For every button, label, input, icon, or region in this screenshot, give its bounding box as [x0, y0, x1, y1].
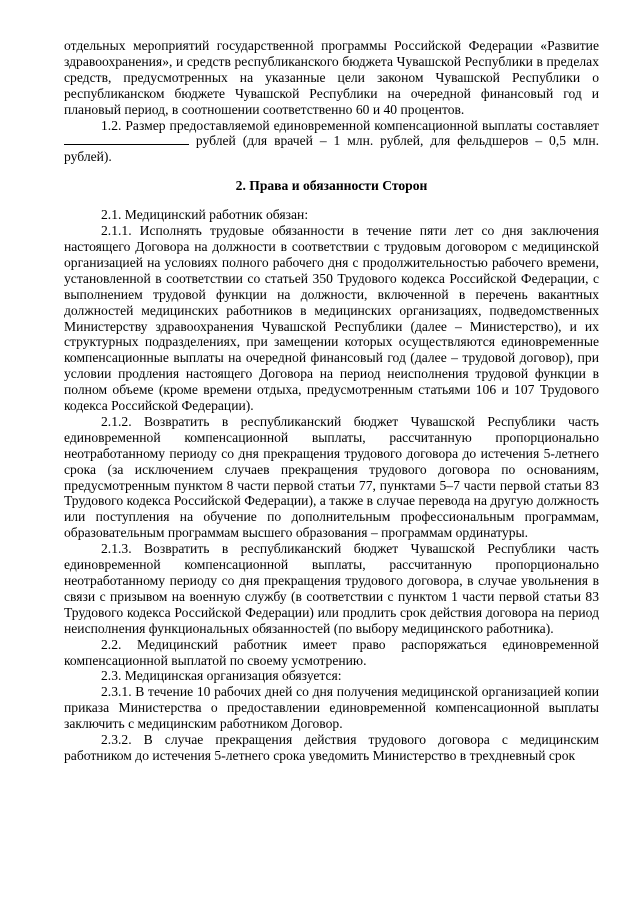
- clause-2-3-2: 2.3.2. В случае прекращения действия трудового договора с медицинским работником до истечения 5-летнего срока уведомить Министерство в трехдневный срок: [64, 732, 599, 763]
- clause-2-3-1: 2.3.1. В течение 10 рабочих дней со дня получения медицинской организацией копии приказа Министерства о предоставлении единовременной компенсационной выплаты заключить с медицинским работником Договор.: [64, 684, 599, 732]
- document-page: [64, 38, 599, 764]
- clause-2-3: 2.3. Медицинская организация обязуется:: [101, 668, 342, 684]
- clause-2-1-2: 2.1.2. Возвратить в республиканский бюджет Чувашской Республики часть единовременной компенсационной выплаты, рассчитанную пропорционально неотработанному периоду со дня прекращения трудового договора до истечения 5-летнего срока (за исключением случаев прекращения трудового договора по основаниям, предусмотренным пунктом 8 части первой статьи 77, пунктами 5–7 части первой статьи 83 Трудового кодекса Российской Федерации), а также в случае перевода на другую должность или поступления на обучение по дополнительным профессиональным программам, образовательным программам высшего образования – программам ординатуры.: [64, 413, 599, 541]
- section-2-heading: 2. Права и обязанности Сторон: [235, 178, 428, 194]
- clause-2-1-3: 2.1.3. Возвратить в республиканский бюджет Чувашской Республики часть единовременной компенсационной выплаты, рассчитанную пропорционально неотработанному периоду со дня прекращения трудового договора, в случае увольнения в связи с призывом на военную службу (в соответствии с пунктом 1 части первой статьи 83 Трудового кодекса Российской Федерации) или продлить срок действия договора на период неисполнения функциональных обязанностей (по выбору медицинского работника).: [64, 541, 599, 636]
- clause-1-2-text-before: 1.2. Размер предоставляемой единовременной компенсационной выплаты составляет: [101, 117, 599, 133]
- intro-paragraph: отдельных мероприятий государственной программы Российской Федерации «Развитие здравоохранения», и средств республиканского бюджета Чувашской Республики в пределах средств, предусмотренных на указанные цели законом Чувашской Республики о республиканском бюджете Чувашской Республики на очередной финансовый год и плановый период, в соотношении соответственно 60 и 40 процентов.: [64, 38, 599, 117]
- clause-1-2: [64, 118, 599, 166]
- clause-2-2: 2.2. Медицинский работник имеет право распоряжаться единовременной компенсационной выплатой по своему усмотрению.: [64, 636, 599, 668]
- amount-blank-line: [64, 133, 189, 145]
- clause-2-1-1: 2.1.1. Исполнять трудовые обязанности в течение пяти лет со дня заключения настоящего Договора на должности в соответствии с трудовым договором с медицинской организацией на условиях полного рабочего дня с продолжительностью рабочего времени, установленной в соответствии со статьей 350 Трудового кодекса Российской Федерации, с выполнением трудовой функции на должности, включенной в перечень вакантных должностей медицинских работников в медицинских организациях, подведомственных Министерству здравоохранения Чувашской Республики (далее – Министерство), и их структурных подразделениях, при замещении которых осуществляются единовременные компенсационные выплаты на очередной финансовый год (далее – трудовой договор), при условии продления настоящего Договора на период неисполнения трудовой функции в полном объеме (кроме времени отдыха, предусмотренным статьями 106 и 107 Трудового кодекса Российской Федерации).: [64, 223, 599, 414]
- clause-1-2-text-after: рублей (для врачей – 1 млн. рублей, для фельдшеров – 0,5 млн. рублей).: [64, 133, 599, 165]
- clause-2-1: 2.1. Медицинский работник обязан:: [101, 207, 309, 223]
